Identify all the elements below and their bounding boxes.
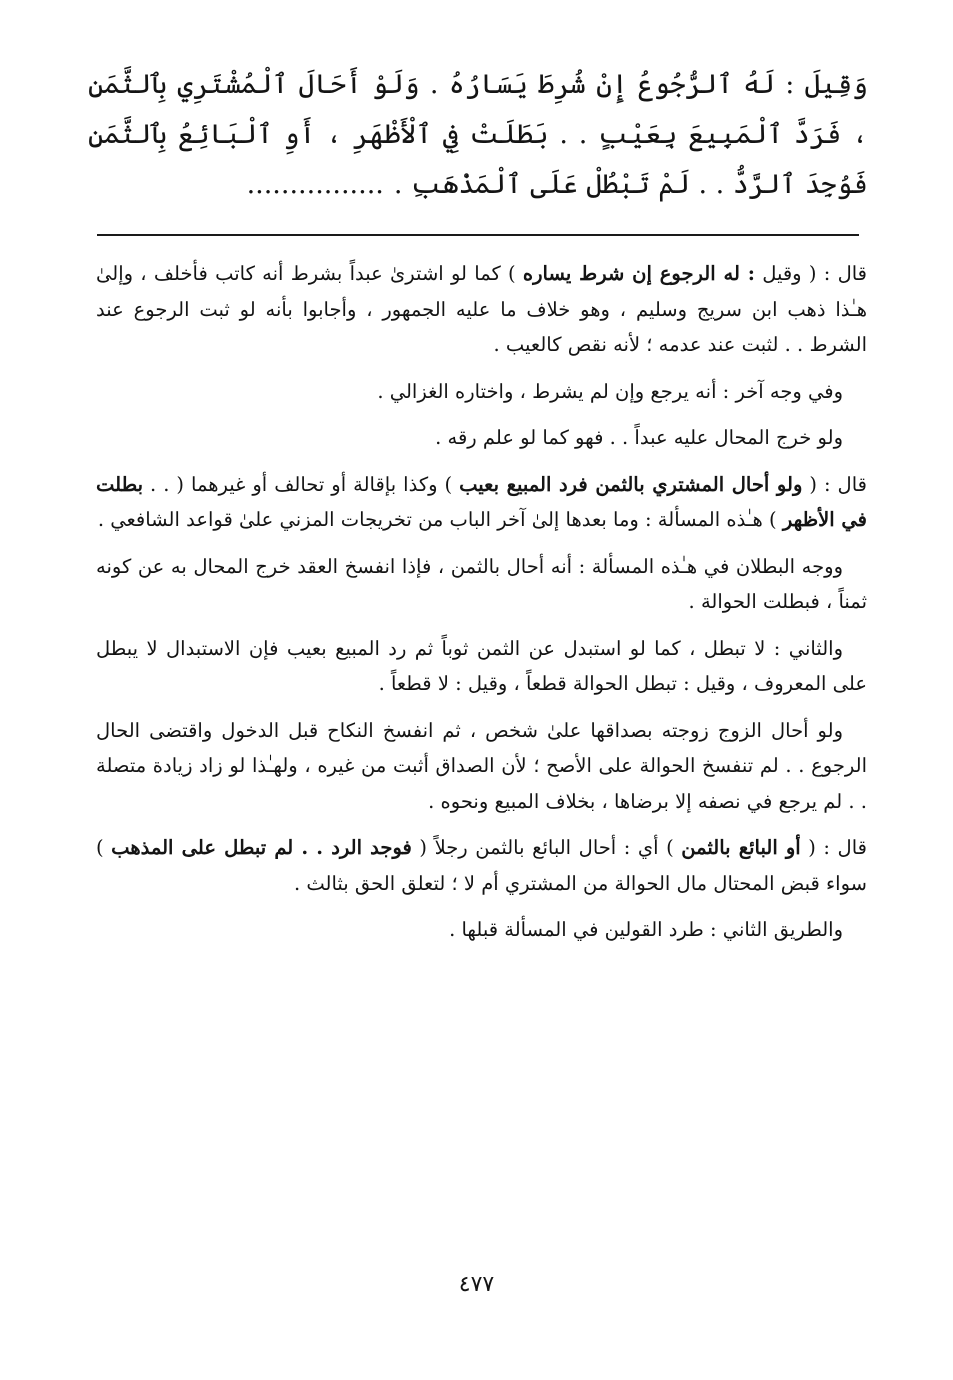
separator-rule [97,234,859,236]
commentary-text: ) كما لو اشترىٰ عبداً بشرط أنه كاتب فأخلف ، وإلىٰ هـٰذا ذهب ابن سريج وسليم ، وهو خلاف ما عليه الجمهور ، وأجابوا بأنه لو ثبت الرجوع عند الشرط . . لثبت عند عدمه ؛ لأنه نقص كالعيب . [96,262,867,356]
commentary-text: قال : ( [800,836,867,859]
commentary-paragraph [96,256,867,363]
commentary-quote: : له الرجوع إن شرط يساره [522,262,755,285]
commentary-paragraph: ولو أحال الزوج زوجته بصداقها علىٰ شخص ، ثم انفسخ النكاح قبل الدخول واقتضى الحال الرجوع . . لم تنفسخ الحوالة على الأصح ؛ لأن الصداق أثبت من غيره ، ولهـٰذا لو زاد زيادة متصلة . . لم يرجع في نصفه إلا برضاها ، بخلاف المبيع ونحوه . [96,718,867,813]
commentary-sharh [96,256,867,959]
main-text-matn [88,60,868,210]
commentary-paragraph [96,467,867,538]
commentary-paragraph: والثاني : لا تبطل ، كما لو استبدل عن الثمن ثوباً ثم رد المبيع بعيب فإن الاستبدال لا يبطل على المعروف ، وقيل : تبطل الحوالة قطعاً ، وقيل : لا قطعاً . [96,636,867,695]
commentary-paragraph [96,830,867,901]
commentary-paragraph: وفي وجه آخر : أنه يرجع وإن لم يشرط ، واختاره الغزالي . [377,379,843,403]
matn-paragraph [88,60,868,210]
commentary-paragraph: والطريق الثاني : طرد القولين في المسألة قبلها . [449,918,843,941]
commentary-quote: ولو أحال المشتري بالثمن فرد المبيع بعيب [459,472,803,496]
commentary-text: ) وكذا بإقالة أو تحالف أو غيرهما ( . . [143,472,460,496]
commentary-paragraph: ولو خرج المحال عليه عبداً . . فهو كما لو علم رقه . [435,426,843,449]
commentary-text: قال : ( [802,472,867,496]
matn-trailing-dots: ................ [246,169,384,200]
page-number: ٤٧٧ [458,1272,495,1297]
commentary-quote: أو البائع بالثمن [681,836,801,859]
commentary-text: ) سواء قبض المحتال مال الحوالة من المشتري أم لا ؛ لتعلق الحق بثالث . [96,836,867,895]
commentary-quote: بطلت في الأظهر [96,472,867,531]
matn-text: وَقِيلَ : لَهُ ٱلرُّجُوعُ إِنْ شُرِطَ يَسَارُهُ . وَلَوْ أَحَالَ ٱلْمُشْتَرِي بِٱلثَّمَنِ ، فَرَدَّ ٱلْمَبِيعَ بِعَيْبٍ . . بَطَلَتْ فِي ٱلْأَظْهَرِ ، أَوِ ٱلْبَائِعُ بِٱلثَّمَنِ فَوُجِدَ ٱلرَّدُّ . . لَمْ تَبْطُلْ عَلَى ٱلْمَذْهَبِ . [88,69,868,200]
commentary-paragraph: ووجه البطلان في هـٰذه المسألة : أنه أحال بالثمن ، فإذا انفسخ العقد خرج المحال به عن كونه ثمناً ، فبطلت الحوالة . [96,554,867,613]
commentary-text: ) هـٰذه المسألة : وما بعدها إلىٰ آخر الباب من تخريجات المزني علىٰ قواعد الشافعي . [97,508,783,531]
commentary-text: ) أي : أحال البائع بالثمن رجلاً ( [411,836,682,859]
commentary-quote: فوجد الرد . . لم تبطل على المذهب [111,836,412,859]
commentary-text: قال : ( وقيل [754,262,868,285]
